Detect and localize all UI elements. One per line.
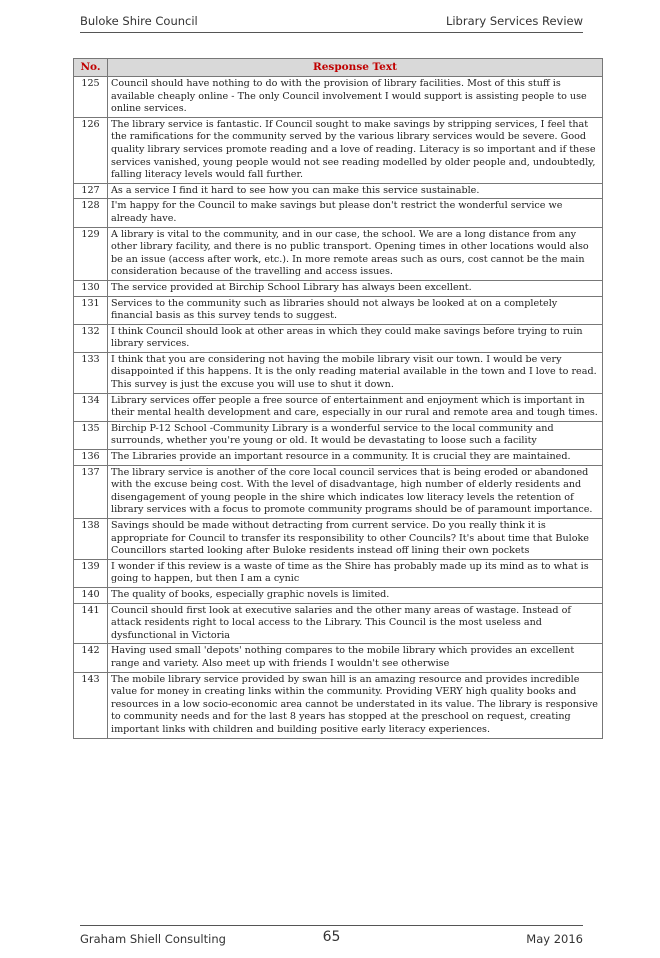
footer-date: May 2016 [526, 932, 583, 946]
table-header-row [74, 59, 603, 77]
response-text: The library service is another of the core local council services that is being eroded or abandoned with the excuse being cost. With the level of disadvantage, high number of elderly residents and disengagement of young people in the shire which indicates low literacy levels the retention of library services with a focus to promote community programs should be of paramount importance. [108, 465, 603, 518]
response-text: As a service I find it hard to see how you can make this service sustainable. [108, 183, 603, 199]
table-row [74, 559, 603, 587]
response-number: 141 [74, 603, 108, 644]
response-number: 130 [74, 280, 108, 296]
table-row [74, 519, 603, 560]
response-text: Council should have nothing to do with the provision of library facilities. Most of this stuff is available cheaply online - The only Council involvement I would support is assisting people to use online services. [108, 77, 603, 118]
footer-consultant: Graham Shiell Consulting [80, 932, 226, 946]
column-header-response-text: Response Text [108, 59, 603, 77]
response-number: 129 [74, 227, 108, 280]
table-row [74, 199, 603, 227]
response-text: Library services offer people a free source of entertainment and enjoyment which is important in their mental health development and care, especially in our rural and remote area and tough times. [108, 393, 603, 421]
response-number: 126 [74, 117, 108, 183]
response-number: 140 [74, 587, 108, 603]
response-text: The mobile library service provided by swan hill is an amazing resource and provides incredible value for money in creating links within the community. Providing VERY high quality books and resources in a low socio-economic area cannot be understated in its value. The library is responsive to community needs and for the last 8 years has stopped at the preschool on request, creating important links with children and building positive early literacy experiences. [108, 672, 603, 738]
table-row [74, 117, 603, 183]
response-number: 127 [74, 183, 108, 199]
table-row [74, 227, 603, 280]
table-row [74, 77, 603, 118]
page-number: 65 [322, 929, 341, 945]
response-number: 136 [74, 450, 108, 466]
table-row [74, 296, 603, 324]
response-number: 135 [74, 421, 108, 449]
response-number: 133 [74, 352, 108, 393]
response-number: 132 [74, 324, 108, 352]
response-text: Birchip P-12 School -Community Library is a wonderful service to the local community and surrounds, whether you're young or old. It would be devastating to loose such a facility [108, 421, 603, 449]
response-text: I think that you are considering not having the mobile library visit our town. I would be very disappointed if this happens. It is the only reading material available in the town and I love to read. This survey is just the excuse you will use to shut it down. [108, 352, 603, 393]
response-text: The library service is fantastic. If Council sought to make savings by stripping services, I feel that the ramifications for the community served by the various library services would be severe. Good quality library services promote reading and a love of reading. Literacy is so important and if these services vanished, young people would not see reading modelled by older people and, undoubtedly, falling literacy levels would fall further. [108, 117, 603, 183]
table-row [74, 280, 603, 296]
response-number: 138 [74, 519, 108, 560]
header-organisation: Buloke Shire Council [80, 14, 198, 28]
response-number: 131 [74, 296, 108, 324]
table-row [74, 603, 603, 644]
response-number: 143 [74, 672, 108, 738]
response-number: 128 [74, 199, 108, 227]
response-text: I'm happy for the Council to make savings but please don't restrict the wonderful service we already have. [108, 199, 603, 227]
response-text: I wonder if this review is a waste of time as the Shire has probably made up its mind as to what is going to happen, but then I am a cynic [108, 559, 603, 587]
page-footer [80, 925, 583, 950]
table-row [74, 672, 603, 738]
table-row [74, 644, 603, 672]
response-text: A library is vital to the community, and in our case, the school. We are a long distance from any other library facility, and there is no public transport. Opening times in other locations would also be an issue (access after work, etc.). In more remote areas such as ours, cost cannot be the main consideration because of the travelling and access issues. [108, 227, 603, 280]
response-number: 125 [74, 77, 108, 118]
table-body [74, 77, 603, 739]
table-row [74, 421, 603, 449]
response-text: Savings should be made without detracting from current service. Do you really think it is appropriate for Council to transfer its responsibility to other Councils? It's about time that Buloke Councillors started looking after Buloke residents instead off lining their own pockets [108, 519, 603, 560]
response-text: Having used small 'depots' nothing compares to the mobile library which provides an excellent range and variety. Also meet up with friends I wouldn't see otherwise [108, 644, 603, 672]
table-row [74, 352, 603, 393]
table-row [74, 587, 603, 603]
table-row [74, 465, 603, 518]
table-row [74, 324, 603, 352]
response-text: I think Council should look at other areas in which they could make savings before trying to ruin library services. [108, 324, 603, 352]
response-text: The quality of books, especially graphic novels is limited. [108, 587, 603, 603]
response-table [73, 58, 603, 739]
response-number: 137 [74, 465, 108, 518]
table-row [74, 183, 603, 199]
header-document-title: Library Services Review [445, 14, 583, 28]
response-number: 134 [74, 393, 108, 421]
table-row [74, 393, 603, 421]
page-header [80, 10, 583, 33]
response-text: The Libraries provide an important resource in a community. It is crucial they are maintained. [108, 450, 603, 466]
response-number: 142 [74, 644, 108, 672]
response-text: Services to the community such as libraries should not always be looked at on a completely financial basis as this survey tends to suggest. [108, 296, 603, 324]
response-number: 139 [74, 559, 108, 587]
response-text: The service provided at Birchip School Library has always been excellent. [108, 280, 603, 296]
table-row [74, 450, 603, 466]
response-text: Council should first look at executive salaries and the other many areas of wastage. Instead of attack residents right to local access to the Library. This Council is the most useless and dysfunctional in Victoria [108, 603, 603, 644]
column-header-number: No. [74, 59, 108, 77]
